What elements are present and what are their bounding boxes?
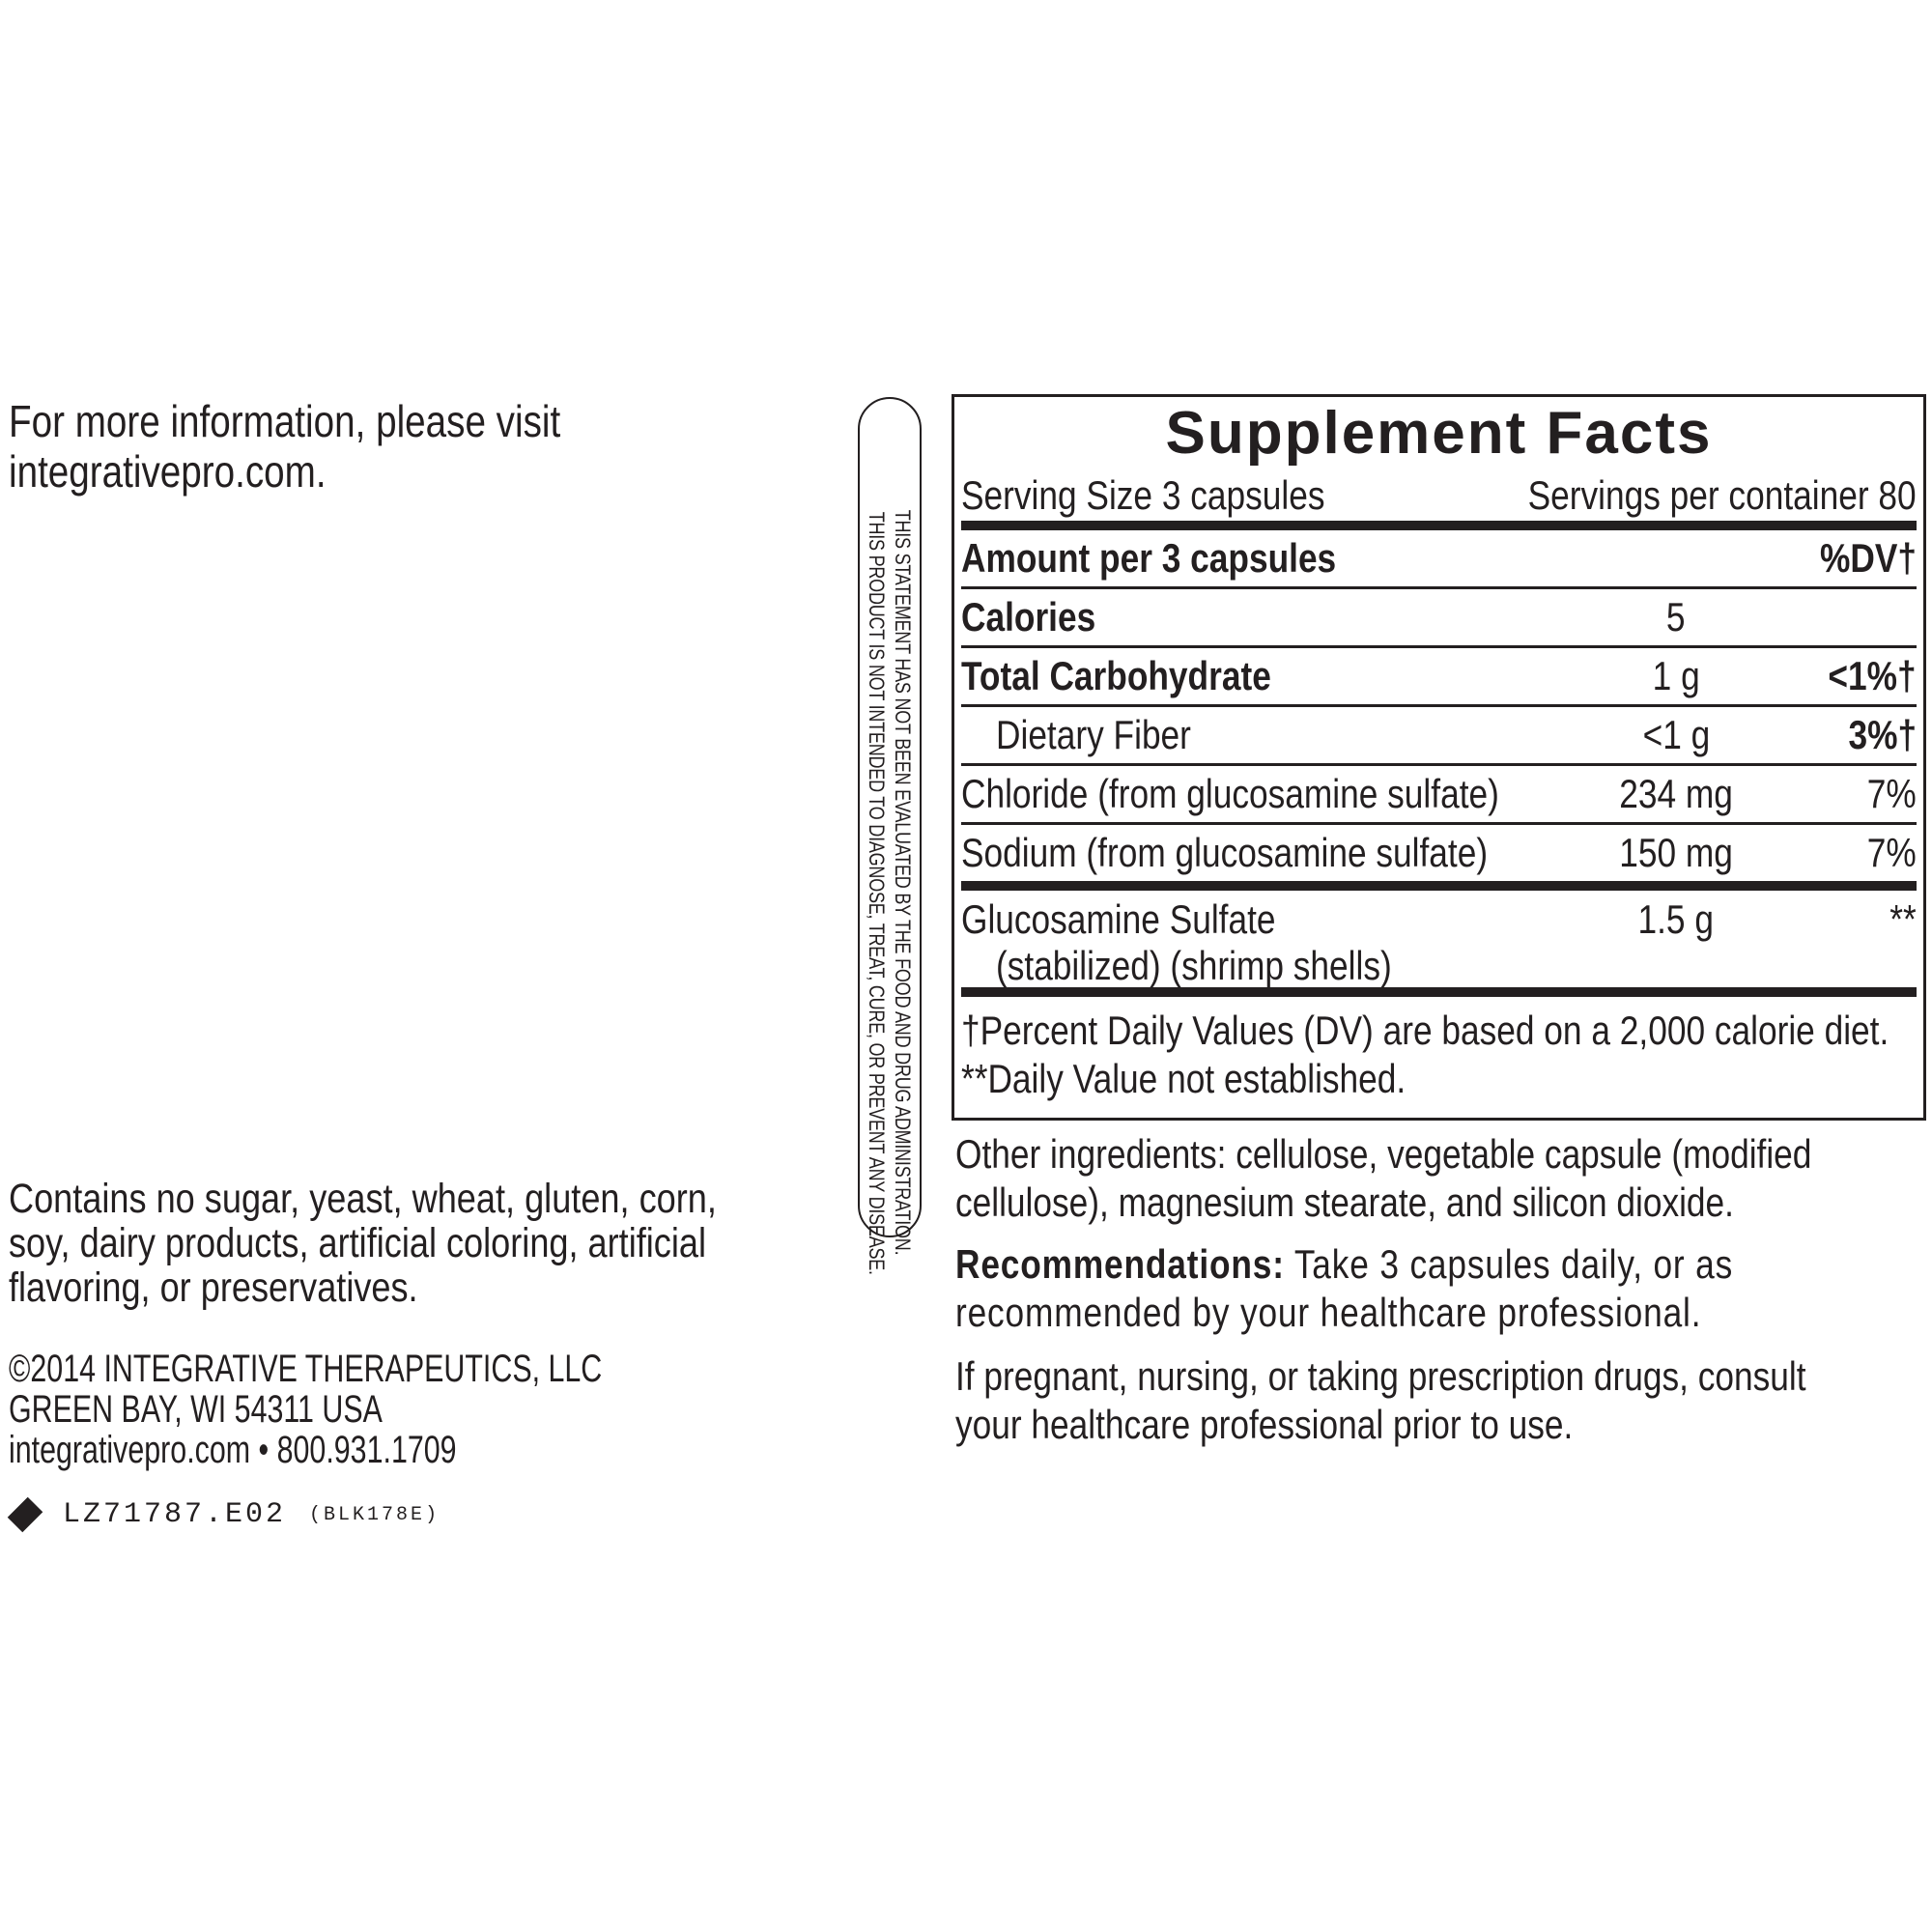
other-ingredients <box>955 1130 1921 1227</box>
nutrient-name-detail: (stabilized) (shrimp shells) <box>996 943 1392 988</box>
fda-disclaimer-text <box>864 428 916 1275</box>
serving-size: Serving Size 3 capsules <box>961 472 1325 518</box>
nutrient-name: Chloride (from glucosamine sulfate) <box>961 771 1499 816</box>
nutrient-amount: 150 mg <box>1619 830 1733 875</box>
table-row <box>961 707 1917 763</box>
contact-line: integrativepro.com • 800.931.1709 <box>9 1429 457 1471</box>
other-ingredients-line-2: cellulose), magnesium stearate, and silicon dioxide. <box>955 1179 1734 1225</box>
fda-line-1: THIS STATEMENT HAS NOT BEEN EVALUATED BY THE FOOD AND DRUG ADMINISTRATION. <box>891 509 915 1256</box>
nutrient-dv: ** <box>1889 896 1917 942</box>
company-info <box>9 1349 743 1470</box>
nutrient-name: Total Carbohydrate <box>961 653 1271 698</box>
footnote-not-established: **Daily Value not established. <box>961 1056 1406 1101</box>
table-row <box>961 891 1917 987</box>
contains-line-1: Contains no sugar, yeast, wheat, gluten, corn, <box>9 1176 717 1222</box>
contains-line-2: soy, dairy products, artificial coloring, artificial <box>9 1220 707 1266</box>
serving-info-row <box>961 470 1917 521</box>
recommendations-line-2: recommended by your healthcare professional. <box>955 1290 1702 1335</box>
recommendations-line-1: Take 3 capsules daily, or as <box>1284 1241 1734 1287</box>
nutrient-name: Sodium (from glucosamine sulfate) <box>961 830 1489 875</box>
recommendations-label: Recommendations: <box>955 1241 1285 1287</box>
facts-title: Supplement Facts <box>1165 400 1713 467</box>
more-info-line-2: integrativepro.com. <box>9 446 327 497</box>
nutrient-name: Dietary Fiber <box>996 712 1191 757</box>
contains-line-3: flavoring, or preservatives. <box>9 1264 418 1311</box>
supplement-facts-panel <box>952 394 1926 1121</box>
dv-header: %DV† <box>1819 535 1917 581</box>
fda-line-2: THIS PRODUCT IS NOT INTENDED TO DIAGNOSE, TREAT, CURE, OR PREVENT ANY DISEASE. <box>865 511 889 1275</box>
more-info-line-1: For more information, please visit <box>9 396 561 446</box>
nutrient-amount: <1 g <box>1642 712 1710 757</box>
diamond-icon <box>8 1497 43 1533</box>
recommendations <box>955 1240 1921 1337</box>
copyright-line: ©2014 INTEGRATIVE THERAPEUTICS, LLC <box>9 1348 603 1390</box>
nutrient-amount: 1 g <box>1652 653 1700 698</box>
fda-disclaimer-box <box>858 397 922 1275</box>
footnote-dv: †Percent Daily Values (DV) are based on a 2,000 calorie diet. <box>961 1008 1889 1053</box>
thick-divider <box>961 881 1917 891</box>
address-line: GREEN BAY, WI 54311 USA <box>9 1388 383 1431</box>
pregnancy-warning <box>955 1352 1921 1449</box>
nutrient-name: Glucosamine Sulfate <box>961 896 1276 942</box>
nutrient-amount: 234 mg <box>1619 771 1733 816</box>
more-info-text <box>9 396 743 497</box>
nutrient-dv: 7% <box>1867 830 1917 875</box>
warning-line-1: If pregnant, nursing, or taking prescription drugs, consult <box>955 1353 1806 1399</box>
other-ingredients-line-1: Other ingredients: cellulose, vegetable capsule (modified <box>955 1131 1812 1177</box>
nutrient-amount: 1.5 g <box>1637 896 1715 942</box>
amount-header: Amount per 3 capsules <box>961 535 1337 581</box>
amount-header-row <box>961 530 1917 586</box>
contains-statement <box>9 1177 801 1310</box>
nutrient-dv: 3%† <box>1848 712 1917 757</box>
lot-code: LZ71787.E02 <box>63 1498 287 1531</box>
table-row <box>961 648 1917 704</box>
nutrient-dv: 7% <box>1867 771 1917 816</box>
nutrient-dv: <1%† <box>1828 653 1917 698</box>
lot-subcode: (BLK178E) <box>309 1503 440 1526</box>
servings-per-container: Servings per container 80 <box>1527 472 1917 518</box>
nutrient-name: Calories <box>961 594 1096 639</box>
facts-footnotes <box>961 997 1917 1103</box>
table-row <box>961 825 1917 881</box>
warning-line-2: your healthcare professional prior to use. <box>955 1402 1574 1447</box>
nutrient-amount: 5 <box>1666 594 1686 639</box>
lot-code-line <box>9 1495 685 1534</box>
table-row <box>961 766 1917 822</box>
table-row <box>961 589 1917 645</box>
thick-divider <box>961 521 1917 530</box>
